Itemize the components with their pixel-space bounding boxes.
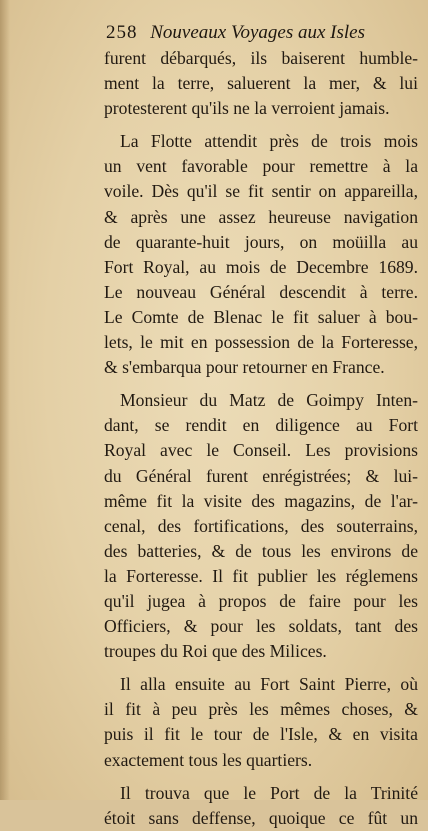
- text-line: des batteries, & de tous les environs de: [104, 540, 418, 561]
- text-line: furent débarqués, ils baiserent humble-: [104, 48, 418, 68]
- text-line: lets, le mit en possession de la Forteresse,: [104, 332, 418, 353]
- text-line: troupes du Roi que des Milices.: [104, 641, 327, 662]
- text-line: Il trouva que le Port de la Trinité: [120, 782, 418, 803]
- text-line: puis il fit le tour de l'Isle, & en visita: [104, 724, 418, 745]
- running-title: Nouveaux Voyages aux Isles: [150, 22, 365, 43]
- text-line: cenal, des fortifications, des souterrains,: [104, 515, 418, 536]
- text-line: un vent favorable pour remettre à la: [104, 156, 418, 177]
- text-line: la Forteresse. Il fit publier les réglemens: [104, 565, 418, 586]
- text-line: voile. Dès qu'il se fit sentir on appareilla,: [104, 181, 418, 202]
- text-line: Le nouveau Général descendit à terre.: [104, 281, 418, 302]
- text-line: du Général furent enrégistrées; & lui-: [104, 465, 418, 486]
- text-line: Monsieur du Matz de Goimpy Inten-: [120, 390, 418, 411]
- text-line: Officiers, & pour les soldats, tant des: [104, 616, 418, 637]
- text-line: Fort Royal, au mois de Decembre 1689.: [104, 256, 418, 277]
- text-line: il fit à peu près les mêmes choses, &: [104, 699, 418, 720]
- text-line: & s'embarqua pour retourner en France.: [104, 357, 385, 378]
- text-line: de quarante-huit jours, on moüilla au: [104, 231, 418, 252]
- page-header: [106, 22, 426, 44]
- text-line: Le Comte de Blenac le fit saluer à bou-: [104, 306, 418, 327]
- text-line: exactement tous les quartiers.: [104, 749, 313, 770]
- text-line: protesterent qu'ils ne la verroient jamais.: [104, 98, 390, 119]
- body-text: [104, 46, 418, 831]
- text-line: & après une assez heureuse navigation: [104, 206, 418, 227]
- page-gutter-shadow: [0, 0, 10, 800]
- text-line: La Flotte attendit près de trois mois: [120, 131, 418, 152]
- text-line: qu'il jugea à propos de faire pour les: [104, 590, 418, 611]
- page-number: 258: [106, 22, 138, 43]
- text-line: ment la terre, saluerent la mer, & lui: [104, 73, 418, 94]
- text-line: Il alla ensuite au Fort Saint Pierre, où: [120, 674, 418, 695]
- text-line: même fit la visite des magazins, de l'ar-: [104, 490, 418, 511]
- text-line: étoit sans deffense, quoique ce fût un: [104, 807, 418, 828]
- text-line: Royal avec le Conseil. Les provisions: [104, 440, 418, 461]
- text-line: dant, se rendit en diligence au Fort: [104, 415, 418, 436]
